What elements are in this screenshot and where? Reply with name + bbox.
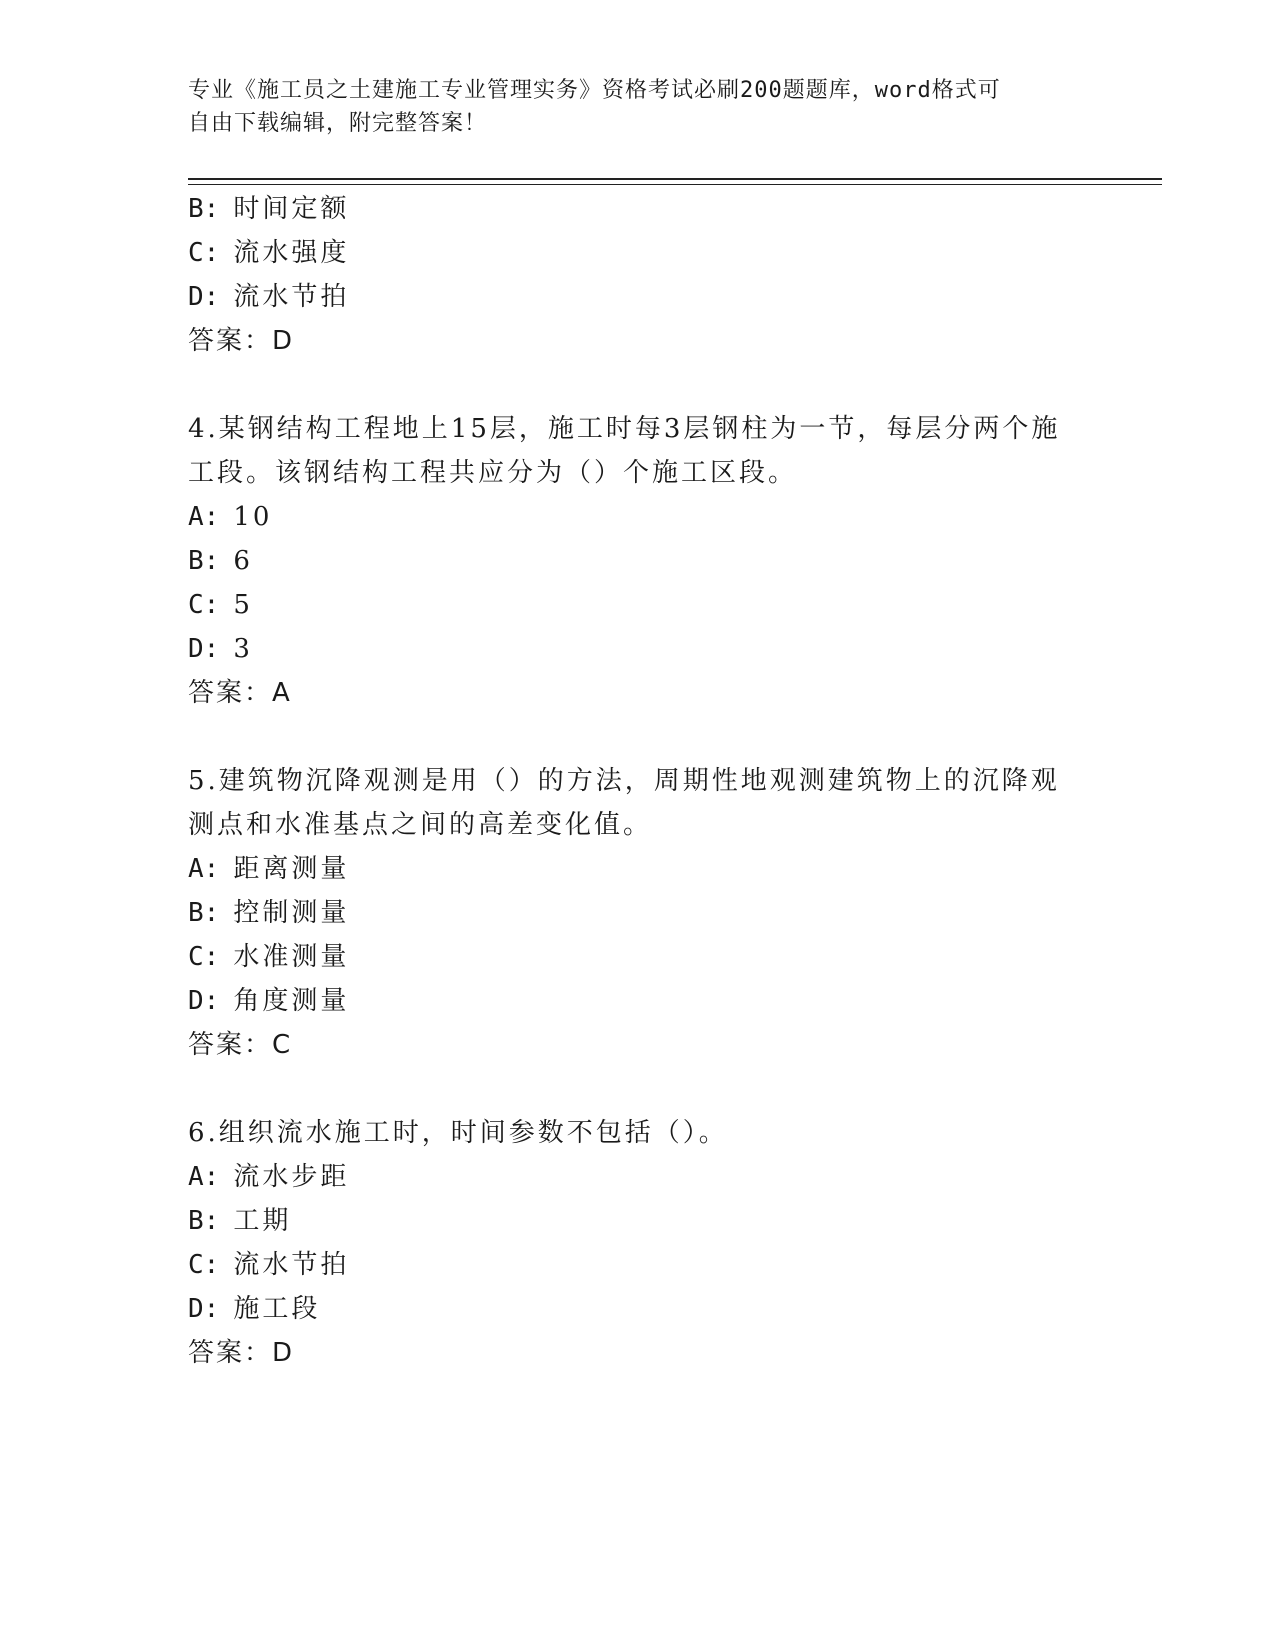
option-letter: B: [188,194,220,224]
option-letter: A: [188,854,220,884]
option-letter: A: [188,1162,220,1192]
option-letter: D: [188,986,220,1016]
option-letter: A: [188,502,220,532]
document-header [188,74,1088,140]
q6-stem-line-1: 6.组织流水施工时，时间参数不包括（）。 [188,1118,728,1148]
option-letter: D: [188,1294,220,1324]
option-letter: B: [188,546,220,576]
q6-option-b [188,1204,291,1238]
q5-option-b [188,896,349,930]
option-text: 10 [233,502,273,532]
q6-option-c [188,1248,349,1282]
option-text: 工期 [233,1206,292,1236]
q4-answer: 答案：A [188,678,292,708]
q4-stem-line-2: 工段。该钢结构工程共应分为（）个施工区段。 [188,458,798,488]
q5-stem-line-1: 5.建筑物沉降观测是用（）的方法，周期性地观测建筑物上的沉降观 [188,766,1060,796]
q5-option-d [188,984,349,1018]
option-letter: C: [188,942,220,972]
q5-stem-line-2: 测点和水准基点之间的高差变化值。 [188,810,653,840]
q4-option-a [188,500,272,534]
option-text: 6 [233,546,253,576]
option-text: 流水节拍 [233,1250,350,1280]
q5-answer: 答案：C [188,1030,293,1060]
q5-option-a [188,852,349,886]
q4-option-b [188,544,253,578]
option-letter: B: [188,1206,220,1236]
option-letter: C: [188,1250,220,1280]
option-letter: D: [188,634,220,664]
option-text: 时间定额 [233,194,350,224]
q5-option-c [188,940,349,974]
option-letter: B: [188,898,220,928]
option-text: 施工段 [233,1294,321,1324]
option-text: 流水强度 [233,238,350,268]
q6-option-d [188,1292,320,1326]
header-rule-thin [188,184,1162,185]
option-text: 水准测量 [233,942,350,972]
option-letter: D: [188,282,220,312]
q4-stem-line-1: 4.某钢结构工程地上15层，施工时每3层钢柱为一节，每层分两个施 [188,414,1061,444]
option-text: 5 [233,590,253,620]
option-text: 流水节拍 [233,282,350,312]
q3-option-c [188,236,349,270]
header-line-2: 自由下载编辑，附完整答案！ [188,111,488,136]
option-letter: C: [188,590,220,620]
q4-option-c [188,588,253,622]
option-letter: C: [188,238,220,268]
header-line-1: 专业《施工员之土建施工专业管理实务》资格考试必刷200题题库，word格式可 [188,78,1001,103]
q6-answer: 答案：D [188,1338,295,1368]
q3-option-d [188,280,349,314]
option-text: 角度测量 [233,986,350,1016]
q3-option-b [188,192,349,226]
q4-option-d [188,632,253,666]
option-text: 控制测量 [233,898,350,928]
option-text: 距离测量 [233,854,350,884]
q3-answer: 答案：D [188,326,295,356]
header-rule-thick [188,178,1162,180]
option-text: 流水步距 [233,1162,350,1192]
q6-option-a [188,1160,349,1194]
option-text: 3 [233,634,253,664]
